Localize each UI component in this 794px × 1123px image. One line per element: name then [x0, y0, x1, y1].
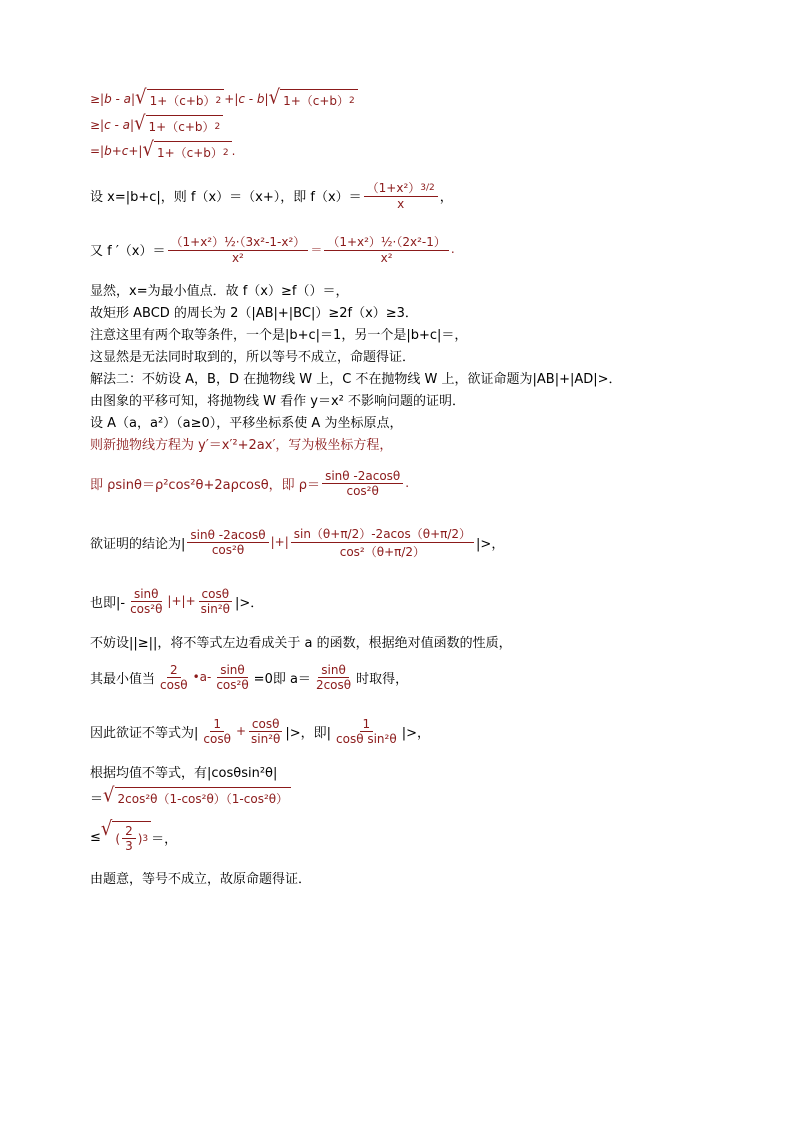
denominator: cosθ	[160, 677, 188, 692]
exponent: 2	[215, 95, 222, 106]
numerator: sinθ -2acosθ	[187, 528, 268, 543]
proof-line-10: 解法二：不妨设 A，B，D 在抛物线 W 上，C 不在抛物线 W 上，欲证命题为|AB|+|AD|>．	[90, 371, 622, 387]
denominator: cos²θ	[211, 542, 245, 557]
exponent: 2	[222, 147, 229, 158]
proof-line-2	[90, 111, 730, 136]
radicand: 1+（c+b）	[283, 94, 350, 108]
proof-line-21	[90, 783, 730, 808]
proof-line-4	[90, 170, 730, 220]
fraction	[291, 525, 474, 560]
text: 欲证明的结论为|	[90, 536, 186, 552]
fraction	[122, 824, 136, 853]
text: 即 ρsinθ＝ρ²cos²θ+2aρcosθ，即 ρ＝	[90, 477, 321, 493]
text: 因此欲证不等式为|	[90, 725, 199, 741]
numerator: 2	[122, 824, 136, 839]
denominator: 2cosθ	[315, 677, 352, 692]
numerator: cosθ	[199, 587, 233, 602]
sqrt-expr: √ 1+（c+b） 2	[135, 89, 224, 109]
denominator: cos²θ	[216, 677, 249, 692]
punct: |>．	[234, 595, 264, 611]
fraction	[248, 717, 283, 746]
exponent: 2	[349, 95, 355, 106]
document-body	[90, 85, 730, 888]
fraction	[200, 717, 234, 746]
fraction	[213, 663, 251, 692]
text: 时取得，	[356, 671, 409, 687]
proof-line-17: 不妨设||≥||，将不等式左边看成关于 a 的函数，根据绝对值函数的性质，	[90, 635, 512, 651]
text: ≤	[90, 829, 101, 845]
numerator: sinθ -2acosθ	[322, 469, 403, 484]
expr: |+|+	[167, 594, 196, 608]
equals: ＝	[310, 242, 323, 257]
proof-line-5	[90, 224, 730, 274]
text: 又 f ′（x）＝	[90, 243, 166, 259]
expr: =|b+c+|	[90, 144, 143, 158]
proof-line-19	[90, 706, 730, 756]
sqrt-expr: √ 2cos²θ（1-cos²θ）（1-cos²θ）	[103, 787, 291, 807]
denominator: sin²θ	[200, 601, 230, 616]
proof-line-15	[90, 512, 730, 572]
proof-line-14	[90, 458, 730, 508]
radicand: 2cos²θ（1-cos²θ）（1-cos²θ）	[115, 787, 292, 807]
numerator: 1	[360, 717, 374, 732]
expr: |+|	[270, 535, 289, 549]
fraction	[157, 663, 191, 692]
text: 其最小值当	[90, 671, 156, 687]
denominator: 3	[125, 839, 133, 853]
sqrt-expr: √ 1+（c+b） 2	[142, 141, 231, 161]
numerator: （1+x²）½·（2x²-1）	[324, 233, 449, 251]
punct: |>，	[401, 725, 430, 741]
plus: +	[235, 724, 246, 738]
fraction	[127, 587, 165, 616]
exponent: 2	[214, 121, 221, 132]
punct: ＝，	[151, 831, 178, 847]
sqrt-expr: √ 1+（c+b） 2	[134, 115, 223, 135]
denominator: cos²（θ+π/2）	[339, 544, 426, 559]
denominator: sin²θ	[251, 731, 281, 746]
fraction	[313, 663, 354, 692]
denominator: x	[397, 197, 405, 211]
radicand: 1+（c+b）	[149, 94, 216, 108]
fraction	[322, 469, 403, 498]
numerator: 2	[167, 663, 181, 678]
numerator: sinθ	[318, 663, 349, 678]
proof-line-9: 这显然是无法同时取到的，所以等号不成立，命题得证．	[90, 349, 416, 365]
numerator: （1+x²）½·（3x²-1-x²）	[168, 233, 309, 251]
expr: ≥|b - a|	[90, 92, 136, 106]
numerator: sinθ	[131, 587, 162, 602]
proof-line-13: 则新抛物线方程为 y′＝x′²+2ax′，写为极坐标方程，	[90, 437, 393, 453]
proof-line-8: 注意这里有两个取等条件，一个是|b+c|＝1，另一个是|b+c|＝，	[90, 327, 468, 343]
punct: |>，	[476, 536, 505, 552]
numerator: cosθ	[249, 717, 283, 732]
denominator: x²	[380, 251, 393, 265]
proof-line-11: 由图象的平移可知，将抛物线 W 看作 y＝x² 不影响问题的证明．	[90, 393, 465, 409]
proof-line-16	[90, 576, 730, 626]
proof-line-18	[90, 652, 730, 702]
fraction	[187, 528, 268, 557]
expr: ≥|c - a|	[90, 118, 135, 132]
text: =0即 a＝	[253, 671, 311, 687]
proof-line-22	[90, 812, 730, 862]
denominator: cos²θ	[346, 483, 379, 498]
punct: .	[450, 242, 455, 256]
fraction	[168, 233, 309, 265]
exponent: 3	[142, 833, 149, 844]
fraction	[333, 717, 400, 746]
radicand: 1+（c+b）	[148, 120, 215, 134]
exponent: 3/2	[420, 182, 435, 193]
text: 设 x=|b+c|，则 f（x）＝（x+），即 f（x）＝	[90, 189, 362, 205]
denominator: cosθ sin²θ	[336, 731, 397, 746]
proof-line-12: 设 A（a，a²）（a≥0），平移坐标系使 A 为坐标原点，	[90, 415, 403, 431]
proof-line-23: 由题意，等号不成立，故原命题得证．	[90, 871, 312, 887]
numerator: sin（θ+π/2）-2acos（θ+π/2）	[291, 525, 474, 543]
fraction	[364, 179, 438, 211]
text: |>，即|	[285, 725, 331, 741]
denominator: x²	[231, 251, 244, 265]
numerator: （1+x²）	[366, 181, 421, 195]
numerator: sinθ	[217, 663, 248, 678]
proof-line-7: 故矩形 ABCD 的周长为 2（|AB|+|BC|）≥2f（x）≥3．	[90, 305, 418, 321]
denominator: cosθ	[203, 731, 231, 746]
expr: +|c - b|	[224, 92, 269, 106]
numerator: 1	[210, 717, 224, 732]
expr: •a-	[192, 670, 212, 684]
sqrt-expr: √ 1+（c+b） 2	[269, 89, 358, 109]
denominator: cos²θ	[130, 601, 163, 616]
text: 也即|-	[90, 595, 126, 611]
punct: ，	[439, 189, 453, 205]
text: ＝	[90, 791, 104, 807]
punct: .	[231, 144, 236, 158]
fraction	[198, 587, 233, 616]
punct: .	[405, 476, 410, 490]
radicand: 1+（c+b）	[156, 146, 223, 160]
proof-line-20: 根据均值不等式，有|cosθsin²θ|	[90, 765, 278, 781]
proof-line-1	[90, 85, 730, 110]
fraction	[324, 233, 449, 265]
proof-line-3	[90, 137, 730, 162]
proof-line-6: 显然，x=为最小值点．故 f（x）≥f（）＝，	[90, 283, 349, 299]
sqrt-expr: √ ( $\frac{2}{3}$ ) 3	[101, 821, 151, 853]
